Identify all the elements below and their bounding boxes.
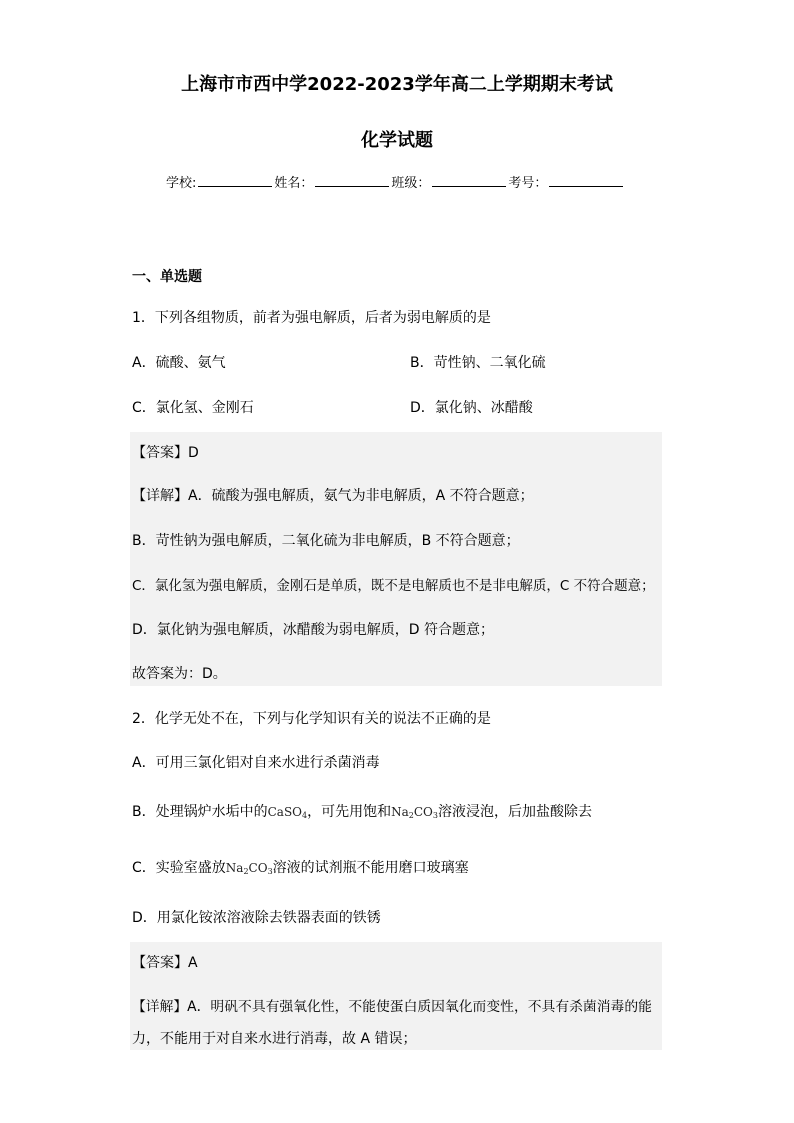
section-title: 一、单选题 xyxy=(132,269,202,285)
name-label: 姓名： xyxy=(274,176,314,191)
q2-answer: 【答案】A xyxy=(132,955,198,971)
q1-explain-line: C．氯化氢为强电解质，金刚石是单质，既不是电解质也不是非电解质，C 不符合题意； xyxy=(132,578,655,594)
student-info-row xyxy=(166,172,625,191)
name-blank[interactable] xyxy=(315,174,389,187)
caso4-formula: CaSO$_4$ xyxy=(267,805,308,820)
na2co3-formula: $Na_2CO_3$ xyxy=(391,805,438,820)
exam-no-blank[interactable] xyxy=(549,174,623,187)
q1-option-c: C．氯化氢、金刚石 xyxy=(132,400,254,416)
question-2-stem: 2．化学无处不在，下列与化学知识有关的说法不正确的是 xyxy=(132,711,491,727)
q2-explain-line: 力，不能用于对自来水进行消毒，故 A 错误； xyxy=(132,1031,417,1047)
q2-answer-block xyxy=(130,942,662,1050)
q2-explain-line: 【详解】A．明矾不具有强氧化性，不能使蛋白质因氧化而变性，不具有杀菌消毒的能 xyxy=(132,999,652,1015)
q1-explain-line: B．苛性钠为强电解质，二氧化硫为非电解质，B 不符合题意； xyxy=(132,533,520,549)
q1-option-a: A．硫酸、氨气 xyxy=(132,355,226,371)
q1-option-b: B．苛性钠、二氧化硫 xyxy=(410,355,546,371)
q2-option-d: D．用氯化铵浓溶液除去铁器表面的铁锈 xyxy=(132,910,381,926)
class-label: 班级： xyxy=(391,176,431,191)
q2-option-a: A．可用三氯化铝对自来水进行杀菌消毒 xyxy=(132,755,380,771)
q1-explain-line: 【详解】A．硫酸为强电解质，氨气为非电解质，A 不符合题意； xyxy=(132,488,534,504)
class-blank[interactable] xyxy=(432,174,506,187)
na2co3-formula: $Na_2CO_3$ xyxy=(225,861,273,876)
exam-subtitle: 化学试题 xyxy=(361,130,433,151)
exam-title: 上海市市西中学2022-2023学年高二上学期期末考试 xyxy=(181,74,613,95)
q1-answer: 【答案】D xyxy=(132,445,199,461)
q2-option-b: B．处理锅炉水垢中的CaSO$_4$，可先用饱和$Na_2CO_3$溶液浸泡，后加盐酸除去 xyxy=(132,804,592,820)
q1-explain-line: 故答案为：D。 xyxy=(132,666,227,682)
q2-option-c: C．实验室盛放$Na_2CO_3$溶液的试剂瓶不能用磨口玻璃塞 xyxy=(132,860,469,876)
q2-option-b-text: B．处理锅炉水垢中的 xyxy=(132,804,268,820)
q1-explain-line: D．氯化钠为强电解质，冰醋酸为弱电解质，D 符合题意； xyxy=(132,622,495,638)
school-label: 学校: xyxy=(166,176,197,191)
q1-option-d: D．氯化钠、冰醋酸 xyxy=(410,400,533,416)
exam-no-label: 考号： xyxy=(508,176,548,191)
q1-answer-block xyxy=(130,432,662,686)
school-blank[interactable] xyxy=(198,174,272,187)
question-1-stem: 1．下列各组物质，前者为强电解质，后者为弱电解质的是 xyxy=(132,310,491,326)
